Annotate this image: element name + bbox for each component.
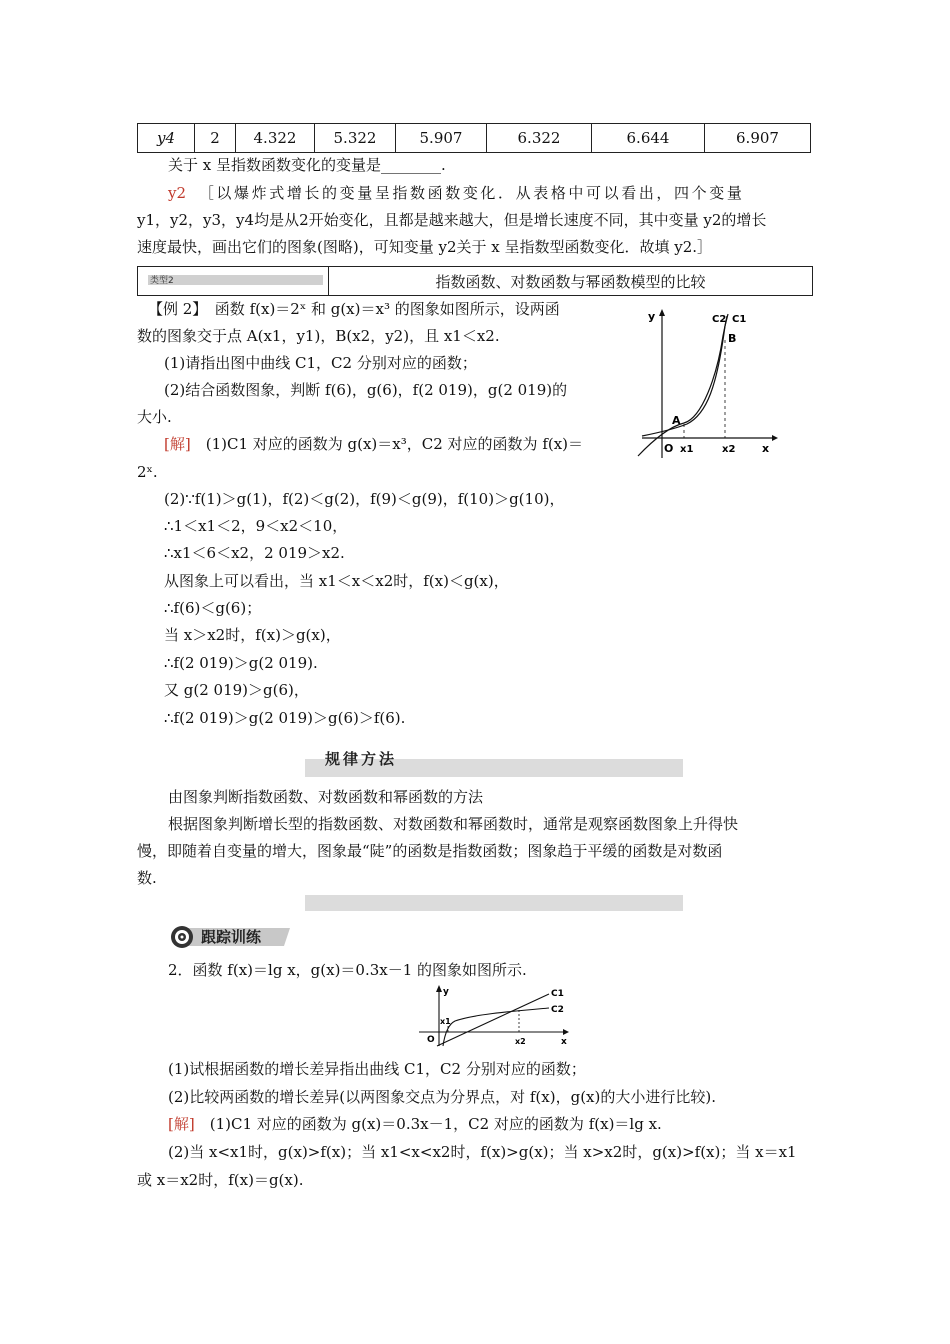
solution-label: [解] [164,435,191,453]
method-line: 数. [137,869,157,887]
divider-bar [305,895,683,911]
solution-line: 当 x＞x2时，f(x)＞g(x)， [164,626,341,644]
example-line: (2)结合函数图象，判断 f(6)，g(6)，f(2 019)，g(2 019)的 [164,381,568,399]
solution-line: 又 g(2 019)＞g(6)， [164,681,309,699]
function-graph-2 [415,984,571,1048]
solution-line: (2)∵f(1)＞g(1)，f(2)＜g(2)，f(9)＜g(9)，f(10)＞g(10)， [164,490,565,508]
section-title: 指数函数、对数函数与幂函数模型的比较 [435,273,706,291]
solution-line: ∴f(6)＜g(6)； [164,599,262,617]
method-line: 慢，即随着自变量的增大，图象最“陡”的函数是指数函数；图象趋于平缓的函数是对数函 [137,842,723,860]
table-cell: 5.322 [315,124,396,153]
solution-line: 2ˣ. [137,463,158,481]
solution-line: 或 x＝x2时，f(x)＝g(x). [137,1171,304,1189]
graph-label: C2 [551,1005,564,1015]
solution-line: 从图象上可以看出，当 x1＜x＜x2时，f(x)＜g(x)， [164,572,509,590]
track-label: 跟踪训练 [201,928,262,946]
graph-label: x2 [515,1037,526,1046]
solution-line: (2)当 x<x1时，g(x)>f(x)；当 x1<x<x2时，f(x)>g(x)；当 x>x2时，g(x)>f(x)；当 x＝x1 [168,1143,797,1161]
method-label: 规律方法 [325,750,398,768]
example-heading: 【例 2】 函数 f(x)＝2ˣ 和 g(x)＝x³ 的图象如图所示，设两函 [148,300,560,318]
graph-label: B [728,332,737,345]
method-line: 由图象判断指数函数、对数函数和幂函数的方法 [168,788,484,806]
solution-line: [解] (1)C1 对应的函数为 g(x)＝0.3x－1，C2 对应的函数为 f(x)＝lg x. [168,1115,662,1133]
example-line: (1)请指出图中曲线 C1，C2 分别对应的函数； [164,354,477,372]
answer-line: 速度最快，画出它们的图象(图略)，可知变量 y2关于 x 呈指数型函数变化．故填 y2.］ [137,238,713,256]
solution-line: ∴x1＜6＜x2，2 019＞x2. [164,544,345,562]
example-line: 大小. [137,408,172,426]
type-tag-label: 类型2 [150,276,174,286]
table-cell: 5.907 [396,124,487,153]
answer-label: y2 [168,184,187,202]
section-type-bar [137,266,813,296]
graph-label: C1 [732,314,747,325]
graph-label: y [648,310,656,323]
table-cell: 6.644 [592,124,705,153]
table-cell: 6.322 [487,124,592,153]
example-line: 数的图象交于点 A(x1，y1)，B(x2，y2)，且 x1＜x2. [137,327,500,345]
graph-label: y [443,987,449,997]
graph-label: x1 [680,444,694,455]
table-cell: y4 [138,124,195,153]
graph-label: O [427,1035,435,1045]
graph-label: C2 [712,314,727,325]
answer-line: y2 ［以爆炸式增长的变量呈指数函数变化．从表格中可以看出，四个变量 [168,184,745,202]
function-graph-1 [632,306,780,462]
solution-line: ∴1＜x1＜2，9＜x2＜10， [164,517,348,535]
method-line: 根据图象判断增长型的指数函数、对数函数和幂函数时，通常是观察函数图象上升得快 [168,815,739,833]
table-row [138,124,811,153]
exercise-line: 2．函数 f(x)＝lg x，g(x)＝0.3x－1 的图象如图所示. [168,961,527,979]
graph-label: x1 [440,1017,451,1026]
table-cell: 2 [195,124,236,153]
solution-line: ∴f(2 019)＞g(2 019). [164,654,318,672]
type-tag [148,275,323,285]
table-cell: 4.322 [236,124,315,153]
question-text: 关于 x 呈指数函数变化的变量是________. [168,156,446,174]
data-table [137,123,811,153]
solution-label: [解] [168,1115,195,1133]
solution-line: ∴f(2 019)＞g(2 019)＞g(6)＞f(6). [164,709,406,727]
answer-line: y1，y2，y3，y4均是从2开始变化，且都是越来越大，但是增长速度不同，其中变量 y2的增长 [137,211,767,229]
graph-label: C1 [551,989,564,999]
graph-label: x2 [722,444,736,455]
graph-label: A [672,414,681,427]
table-cell: 6.907 [705,124,811,153]
exercise-line: (2)比较两函数的增长差异(以两图象交点为分界点，对 f(x)，g(x)的大小进行比较). [168,1088,716,1106]
exercise-line: (1)试根据函数的增长差异指出曲线 C1，C2 分别对应的函数； [168,1060,586,1078]
graph-label: O [664,442,674,455]
solution-line: [解] (1)C1 对应的函数为 g(x)＝x³，C2 对应的函数为 f(x)＝ [164,435,584,453]
graph-label: x [561,1037,567,1047]
graph-label: x [762,442,770,455]
